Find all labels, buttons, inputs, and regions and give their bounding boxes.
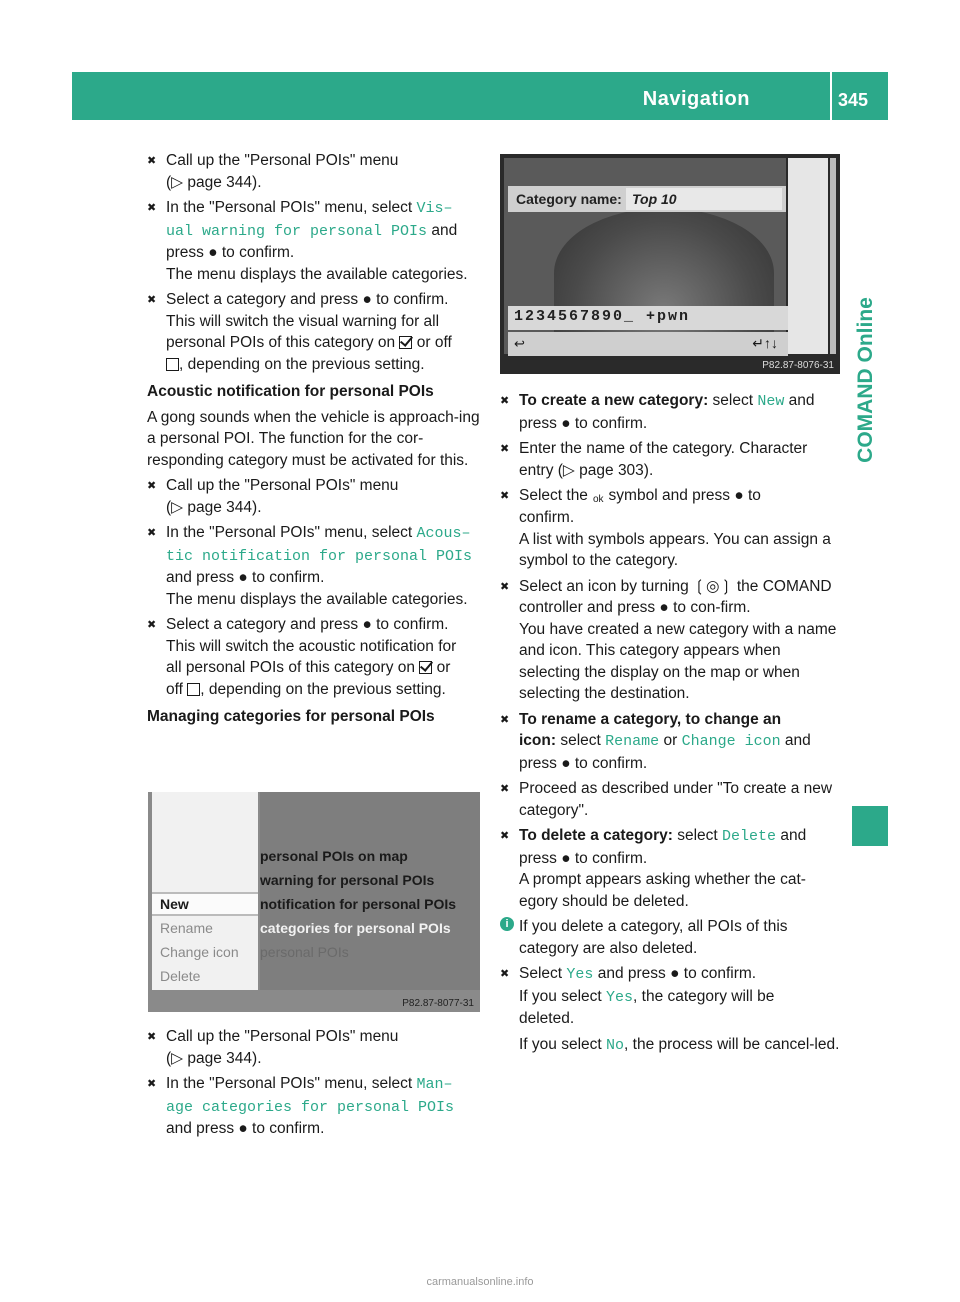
step-call-menu-3 bbox=[147, 1026, 487, 1069]
info-note bbox=[500, 916, 840, 959]
step-call-menu-2 bbox=[147, 475, 487, 518]
step-text: or bbox=[659, 732, 682, 749]
step-select-symbol bbox=[500, 485, 840, 572]
step-text: ✖ Call up the "Personal POIs" menu bbox=[166, 477, 399, 494]
step-text: select bbox=[672, 827, 723, 844]
enter-arrows-icon[interactable]: ↵↑↓ bbox=[752, 335, 778, 351]
step-heading: ✖ To rename a category, to change an bbox=[519, 710, 782, 728]
menu-item-code: Vis– bbox=[416, 200, 453, 217]
step-text: press ● to confirm. bbox=[519, 849, 648, 867]
right-column bbox=[500, 390, 840, 1060]
step-text: and bbox=[780, 732, 811, 749]
menu-item-rename[interactable]: Rename bbox=[160, 920, 213, 936]
info-text: If you delete a category, all POIs of this category are also deleted. bbox=[519, 918, 788, 957]
step-text: If you select bbox=[519, 1035, 607, 1053]
step-create-category bbox=[500, 390, 840, 434]
step-result: A list with symbols appears. You can assign a symbol to the category. bbox=[519, 530, 831, 569]
menu-item-code: Acous– bbox=[416, 525, 471, 542]
page-number: 345 bbox=[838, 90, 869, 110]
ok-symbol-icon: ok bbox=[592, 494, 604, 505]
step-text: press ● to confirm. bbox=[519, 754, 648, 772]
step-result: The menu displays the available categories. bbox=[166, 590, 468, 608]
step-text: Select the bbox=[519, 487, 593, 504]
step-result: The menu displays the available categories. bbox=[166, 265, 468, 283]
menu-item-code: New bbox=[757, 393, 785, 410]
menu-item-code: ual warning for personal POIs bbox=[166, 222, 428, 240]
character-entry-row[interactable]: 1234567890_ +pwn bbox=[508, 306, 788, 330]
step-select-manage bbox=[147, 1073, 487, 1140]
step-text: symbol and press ● to bbox=[604, 487, 761, 504]
section-heading-managing: Managing categories for personal POIs bbox=[147, 708, 435, 725]
step-text: ✖ Select a category and press ● to confirm. bbox=[166, 616, 449, 633]
step-text: ✖ Enter the name of the category. Character entry (▷ page 303). bbox=[519, 440, 808, 479]
category-name-input[interactable]: Top 10 bbox=[626, 188, 782, 210]
section-title: Navigation bbox=[642, 88, 750, 110]
option-categories[interactable]: categories for personal POIs bbox=[260, 920, 451, 936]
step-text: , depending on the previous setting. bbox=[179, 355, 425, 373]
checkbox-checked-icon bbox=[399, 336, 412, 349]
step-select-category-acoustic bbox=[147, 614, 487, 700]
step-delete-category bbox=[500, 825, 840, 912]
step-text: press ● to confirm. bbox=[166, 244, 295, 261]
menu-item-code: No bbox=[606, 1036, 625, 1054]
symbol-list bbox=[788, 158, 828, 354]
step-call-menu-1 bbox=[147, 150, 487, 193]
step-heading: To delete a category: bbox=[519, 827, 673, 844]
options-panel bbox=[260, 792, 480, 990]
watermark: carmanualsonline.info bbox=[426, 1276, 534, 1288]
step-text: Select bbox=[519, 965, 567, 982]
step-text: ✖ Select a category and press ● to confirm. bbox=[166, 291, 449, 308]
page-reference-link[interactable]: (▷ page 344). bbox=[166, 1049, 262, 1067]
step-text: or bbox=[432, 659, 451, 676]
page-reference-link[interactable]: (▷ page 344). bbox=[166, 173, 262, 191]
figure-reference: P82.87-8077-31 bbox=[402, 998, 474, 1009]
category-menu bbox=[152, 792, 258, 990]
screenshot-manage-categories bbox=[148, 792, 480, 1012]
step-confirm-delete bbox=[500, 963, 840, 1056]
step-select-acoustic bbox=[147, 522, 487, 610]
step-result: A prompt appears asking whether the cat-egory should be deleted. bbox=[519, 871, 806, 910]
checkbox-empty-icon bbox=[166, 358, 179, 371]
step-heading: icon: bbox=[519, 732, 557, 749]
step-select-visual-warning bbox=[147, 197, 487, 285]
menu-item-code: Man– bbox=[416, 1076, 453, 1093]
step-rename-category bbox=[500, 709, 840, 775]
info-icon: i bbox=[500, 917, 514, 931]
step-text: and press ● to confirm. bbox=[593, 965, 757, 982]
back-icon[interactable]: ↩ bbox=[514, 336, 525, 351]
checkbox-checked-icon bbox=[419, 661, 432, 674]
step-text: select bbox=[556, 732, 606, 749]
menu-item-code: Yes bbox=[566, 966, 594, 983]
menu-item-code: age categories for personal POIs bbox=[166, 1098, 455, 1116]
menu-item-code: Yes bbox=[606, 988, 634, 1006]
figure-reference: P82.87-8076-31 bbox=[762, 360, 834, 371]
menu-item-code: Rename bbox=[605, 733, 660, 750]
step-text: This will switch the visual warning for all bbox=[166, 312, 440, 330]
step-text: and bbox=[784, 392, 815, 409]
step-text: off bbox=[166, 680, 188, 698]
step-text: or off bbox=[412, 334, 452, 351]
step-text: , depending on the previous setting. bbox=[200, 680, 446, 698]
step-text: In the "Personal POIs" menu, select bbox=[166, 524, 417, 541]
checkbox-empty-icon bbox=[187, 683, 200, 696]
step-heading: To create a new category: bbox=[519, 392, 709, 409]
step-text: This will switch the acoustic notification for bbox=[166, 637, 457, 655]
entry-controls-bar bbox=[508, 332, 788, 356]
step-text: and press ● to confirm. bbox=[166, 569, 325, 586]
step-select-category-visual bbox=[147, 289, 487, 375]
menu-item-new[interactable]: New bbox=[160, 896, 189, 912]
menu-item-code: Change icon bbox=[681, 733, 781, 750]
menu-item-new-highlight[interactable] bbox=[152, 892, 258, 916]
step-text: and bbox=[776, 827, 807, 844]
step-text: deleted. bbox=[519, 1010, 575, 1027]
step-result: You have created a new category with a name and icon. This category appears when selecting the display on the map or when selecting the destination. bbox=[519, 620, 837, 702]
step-text: and bbox=[427, 221, 458, 239]
chapter-marker bbox=[852, 806, 888, 846]
left-column bbox=[147, 150, 487, 732]
header-divider bbox=[830, 72, 832, 120]
step-text: ✖ Call up the "Personal POIs" menu bbox=[166, 1028, 399, 1045]
section-heading-acoustic: Acoustic notification for personal POIs bbox=[147, 383, 434, 400]
menu-item-delete[interactable]: Delete bbox=[160, 968, 201, 984]
option-notification[interactable]: notification for personal POIs bbox=[260, 896, 457, 912]
paragraph-acoustic: A gong sounds when the vehicle is approach-ing a personal POI. The function for the cor-responding category must be activated for this. bbox=[147, 408, 480, 469]
screenshot-category-name bbox=[500, 154, 840, 374]
category-name-label: Category name: bbox=[516, 191, 622, 207]
step-enter-name bbox=[500, 438, 840, 481]
step-text: ✖ Proceed as described under "To create a new category". bbox=[519, 780, 833, 819]
step-text: , the category will be bbox=[633, 987, 775, 1005]
step-text: personal POIs of this category on bbox=[166, 334, 400, 351]
category-name-bar bbox=[508, 186, 786, 212]
step-text: select bbox=[708, 392, 758, 409]
step-text: In the "Personal POIs" menu, select bbox=[166, 199, 417, 216]
header-bar bbox=[72, 72, 888, 120]
step-select-icon bbox=[500, 576, 840, 705]
screen-main-area bbox=[504, 158, 786, 354]
step-text: confirm. bbox=[519, 509, 575, 526]
step-text: ✖ Select an icon by turning ❲◎❳ the COMAND controller and press ● to con-firm. bbox=[519, 577, 832, 616]
option-warning[interactable]: warning for personal POIs bbox=[260, 872, 435, 888]
left-column-bottom bbox=[147, 1026, 487, 1144]
menu-item-change-icon[interactable]: Change icon bbox=[160, 944, 239, 960]
scrollbar[interactable] bbox=[830, 158, 836, 354]
step-proceed bbox=[500, 778, 840, 821]
step-text: , the process will be cancel-led. bbox=[624, 1035, 840, 1053]
step-text: and press ● to confirm. bbox=[166, 1120, 325, 1137]
chapter-label: COMAND Online bbox=[854, 297, 877, 463]
step-text: all personal POIs of this category on bbox=[166, 659, 420, 676]
step-text: If you select bbox=[519, 987, 607, 1005]
step-text: In the "Personal POIs" menu, select bbox=[166, 1075, 417, 1092]
page-reference-link[interactable]: (▷ page 344). bbox=[166, 498, 262, 516]
menu-item-code: Delete bbox=[722, 828, 777, 845]
option-map[interactable]: personal POIs on map bbox=[260, 848, 408, 864]
step-text: ✖ Call up the "Personal POIs" menu bbox=[166, 152, 399, 169]
option-personal[interactable]: personal POIs bbox=[260, 944, 349, 960]
menu-item-code: tic notification for personal POIs bbox=[166, 547, 473, 565]
step-text: press ● to confirm. bbox=[519, 414, 648, 432]
